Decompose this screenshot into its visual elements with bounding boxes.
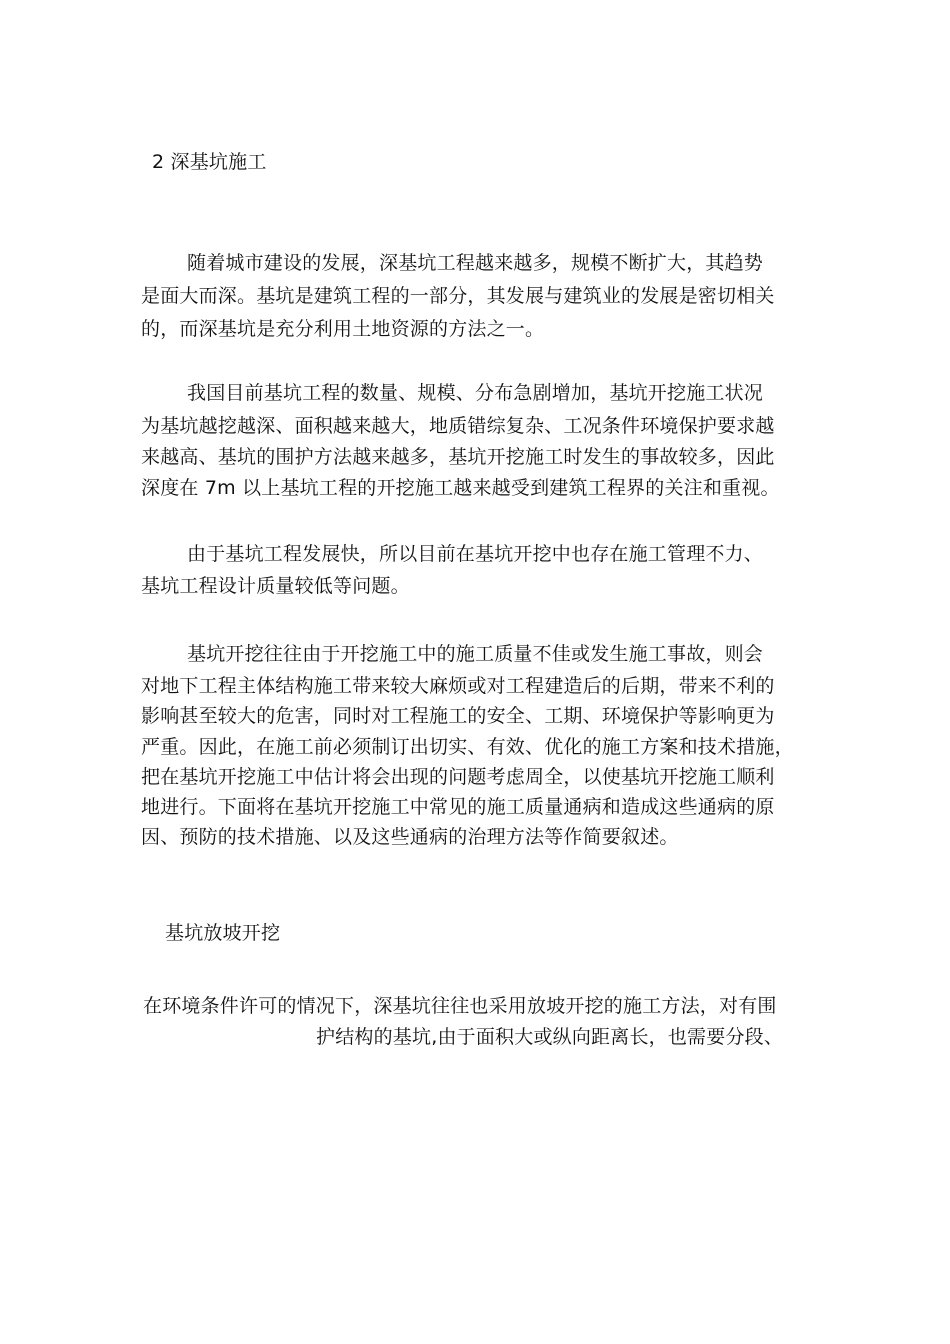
paragraph-line: 在环境条件许可的情况下，深基坑往往也采用放坡开挖的施工方法，对有围 xyxy=(143,995,777,1017)
paragraph-line: 基坑开挖往往由于开挖施工中的施工质量不佳或发生施工事故，则会 xyxy=(187,643,764,665)
paragraph-line: 随着城市建设的发展，深基坑工程越来越多，规模不断扩大，其趋势 xyxy=(187,252,764,274)
paragraph-line: 护结构的基坑,由于面积大或纵向距离长，也需要分段、 xyxy=(316,1026,784,1048)
paragraph-line: 是面大而深。基坑是建筑工程的一部分，其发展与建筑业的发展是密切相关 xyxy=(141,285,775,307)
paragraph-line: 深度在 7m 以上基坑工程的开挖施工越来越受到建筑工程界的关注和重视。 xyxy=(141,477,780,499)
paragraph-line: 由于基坑工程发展快，所以目前在基坑开挖中也存在施工管理不力、 xyxy=(187,543,764,565)
section-title: 2 深基坑施工 xyxy=(152,151,267,173)
paragraph-line: 为基坑越挖越深、面积越来越大，地质错综复杂、工况条件环境保护要求越 xyxy=(141,415,775,437)
paragraph-line: 对地下工程主体结构施工带来较大麻烦或对工程建造后的后期，带来不利的 xyxy=(141,675,775,697)
paragraph-line: 来越高、基坑的围护方法越来越多，基坑开挖施工时发生的事故较多，因此 xyxy=(141,446,775,468)
paragraph-line: 严重。因此，在施工前必须制订出切实、有效、优化的施工方案和技术措施， xyxy=(141,736,794,758)
paragraph-line: 影响甚至较大的危害，同时对工程施工的安全、工期、环境保护等影响更为 xyxy=(141,705,775,727)
paragraph-line: 地进行。下面将在基坑开挖施工中常见的施工质量通病和造成这些通病的原 xyxy=(141,796,775,818)
paragraph-line: 我国目前基坑工程的数量、规模、分布急剧增加，基坑开挖施工状况 xyxy=(187,382,764,404)
paragraph-line: 因、预防的技术措施、以及这些通病的治理方法等作简要叙述。 xyxy=(141,826,679,848)
paragraph-line: 基坑工程设计质量较低等问题。 xyxy=(141,575,410,597)
paragraph-line: 把在基坑开挖施工中估计将会出现的问题考虑周全，以使基坑开挖施工顺利 xyxy=(141,766,775,788)
subsection-title: 基坑放坡开挖 xyxy=(165,922,281,944)
paragraph-line: 的，而深基坑是充分利用土地资源的方法之一。 xyxy=(141,318,545,340)
